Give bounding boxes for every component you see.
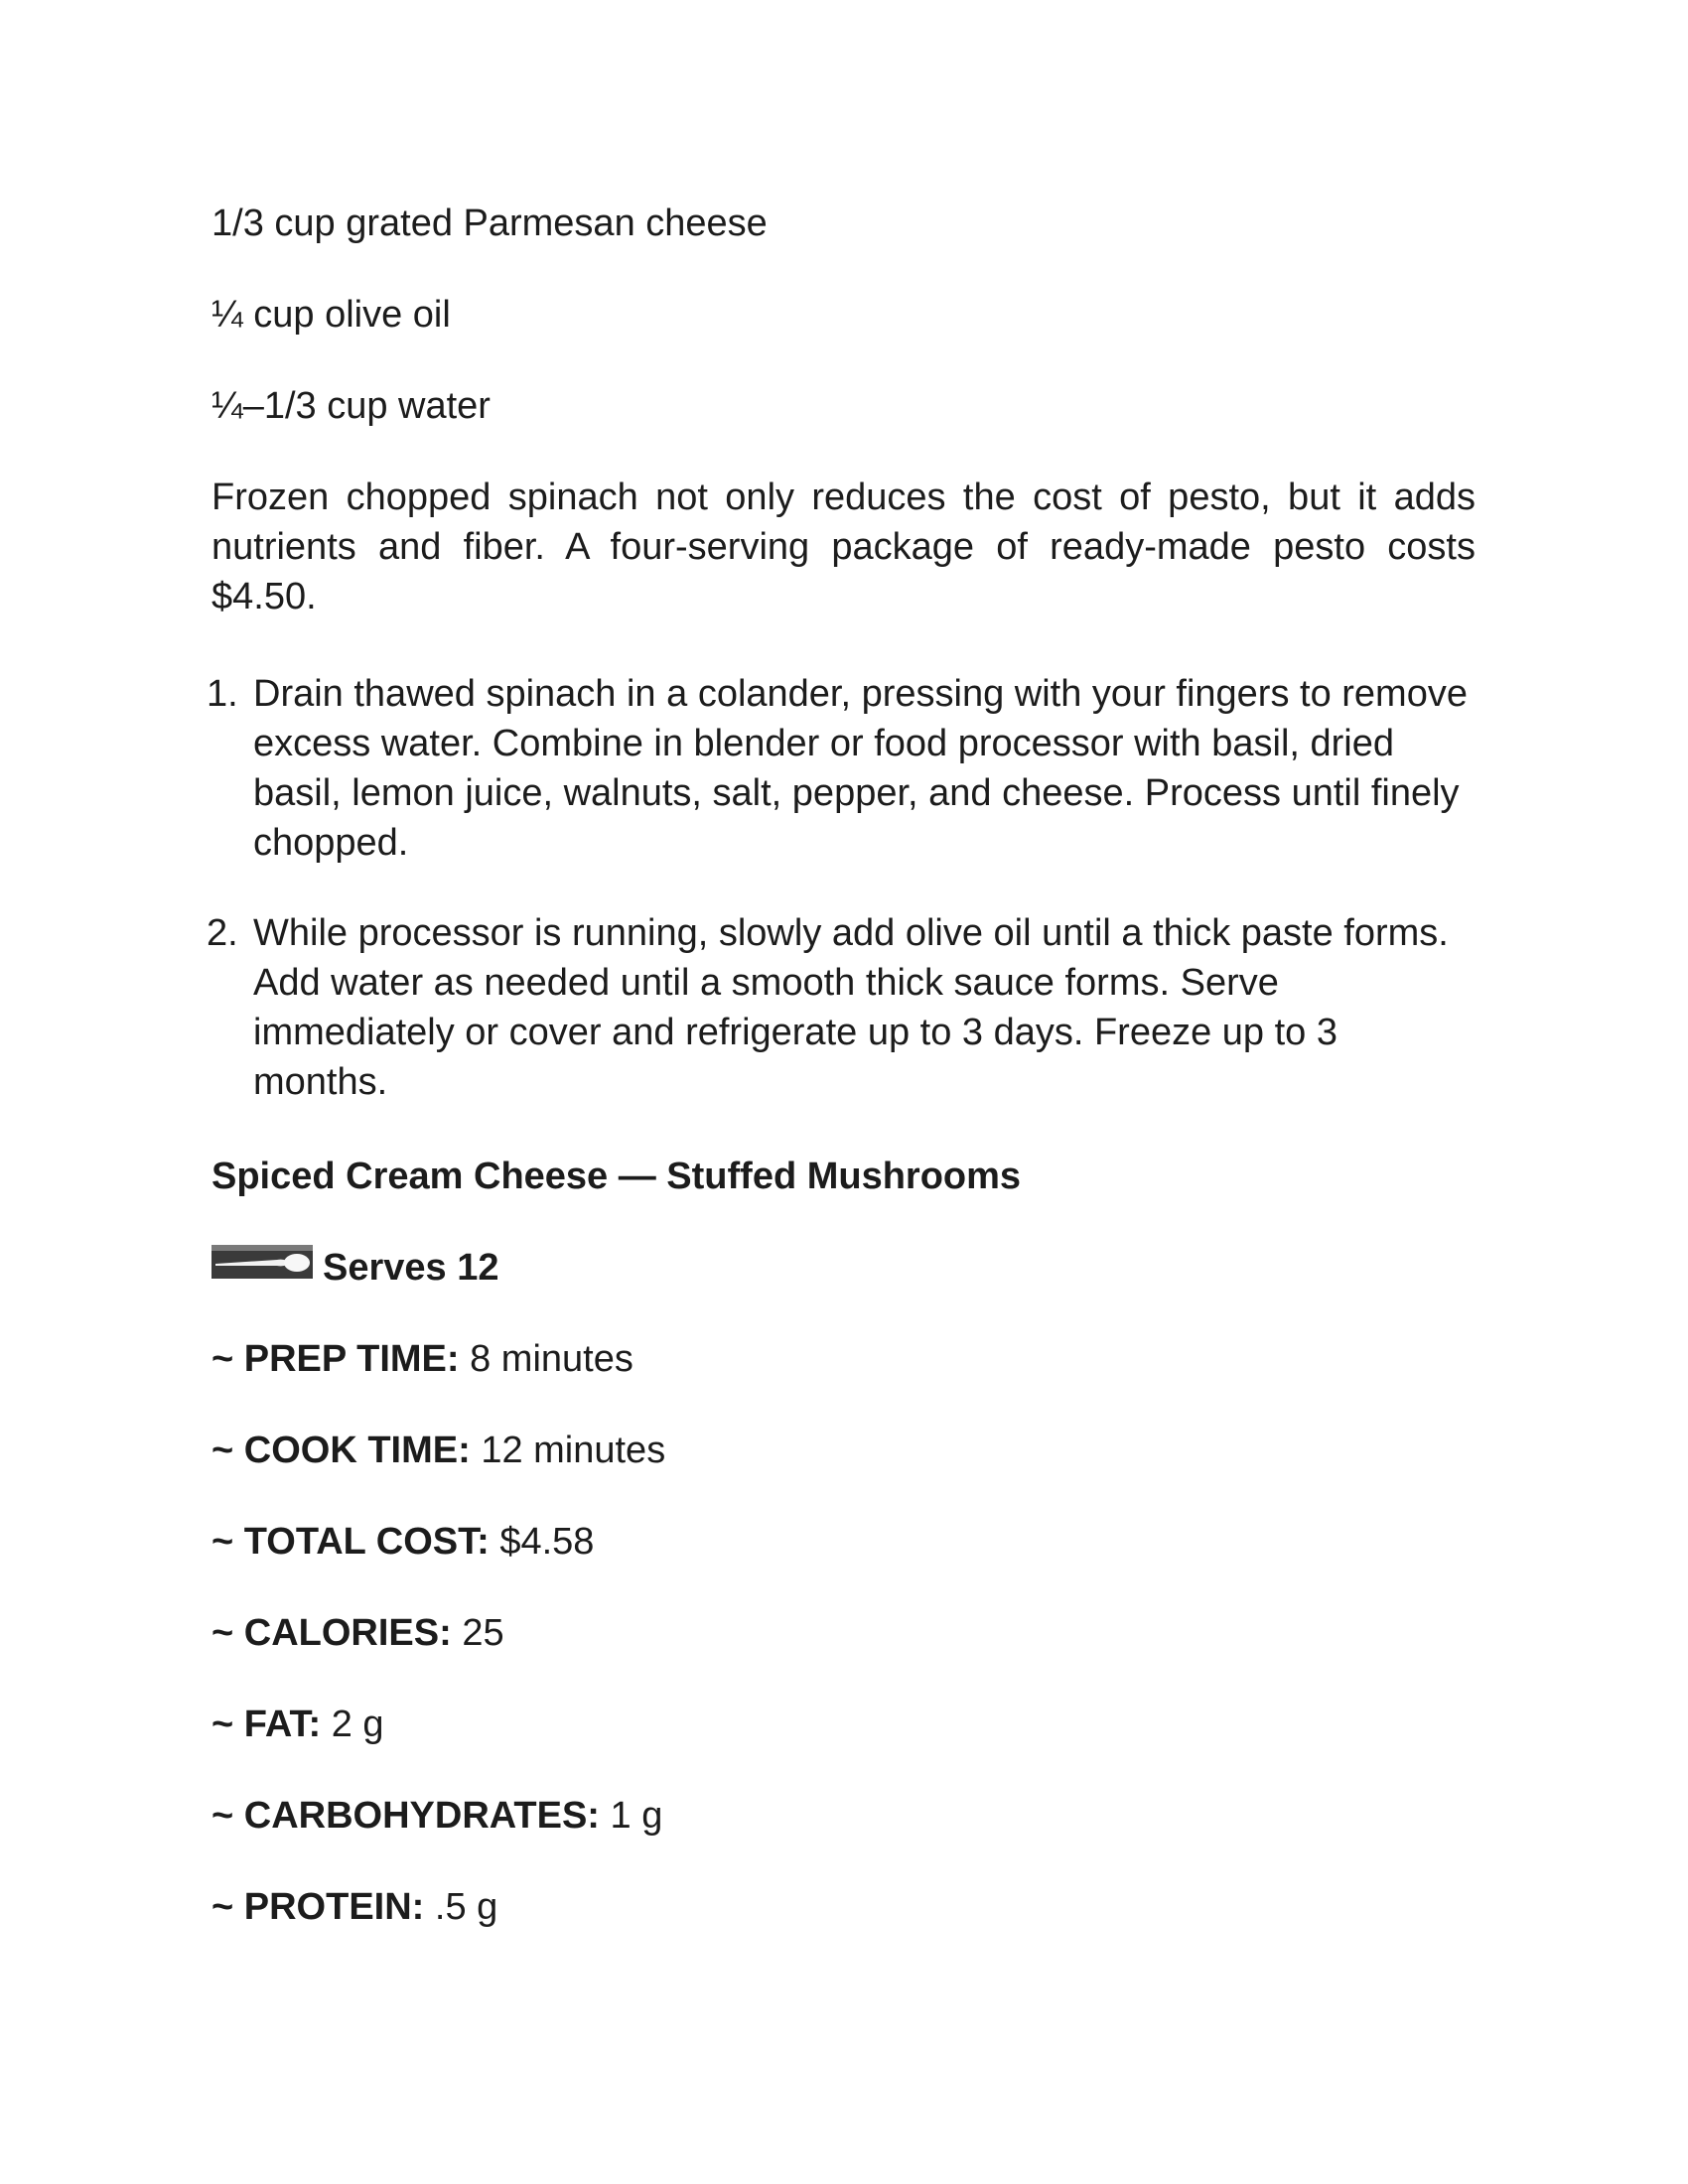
spoon-icon [211, 1242, 313, 1292]
fact-value: 25 [462, 1612, 504, 1654]
fact-prefix: ~ [211, 1704, 234, 1745]
fact-label: PROTEIN: [243, 1886, 425, 1928]
fact-prefix: ~ [211, 1430, 234, 1471]
fact-prefix: ~ [211, 1795, 234, 1837]
fact-fat [211, 1700, 384, 1749]
serves-line [211, 1243, 499, 1295]
recipe-title: Spiced Cream Cheese — Stuffed Mushrooms [211, 1156, 1022, 1197]
fact-prep-time [211, 1334, 633, 1384]
step-text: While processor is running, slowly add olive oil until a thick paste forms. Add water as needed until a smooth thick sauce forms. Serve immediately or cover and refrigerate up to 3 days. Freeze up to 3 months. [253, 912, 1449, 1103]
ingredient-line: ¼ cup olive oil [211, 294, 451, 336]
fact-value: 8 minutes [470, 1338, 633, 1380]
fact-label: CARBOHYDRATES: [243, 1795, 600, 1837]
fact-calories [211, 1608, 504, 1658]
ingredient-line: 1/3 cup grated Parmesan cheese [211, 203, 768, 244]
fact-label: CALORIES: [243, 1612, 452, 1654]
fact-protein [211, 1882, 497, 1932]
fact-value: .5 g [434, 1886, 498, 1928]
fact-value: 1 g [610, 1795, 663, 1837]
fact-label: COOK TIME: [243, 1430, 471, 1471]
fact-label: TOTAL COST: [243, 1521, 490, 1563]
fact-prefix: ~ [211, 1338, 234, 1380]
fact-prefix: ~ [211, 1612, 234, 1654]
fact-prefix: ~ [211, 1886, 234, 1928]
ingredient-line: ¼–1/3 cup water [211, 385, 491, 427]
step-number: 2. [207, 912, 238, 954]
fact-label: FAT: [243, 1704, 322, 1745]
intro-note: Frozen chopped spinach not only reduces the cost of pesto, but it adds nutrients and fiber. A four-serving package of ready-made pesto costs $4.50. [211, 477, 1476, 617]
serves-text: Serves 12 [323, 1247, 499, 1289]
step-text: Drain thawed spinach in a colander, pressing with your fingers to remove excess water. Combine in blender or food processor with basil, dried basil, lemon juice, walnuts, salt, pepper, and cheese. Process until finely chopped. [253, 673, 1468, 864]
step-number: 1. [207, 673, 238, 715]
fact-prefix: ~ [211, 1521, 234, 1563]
fact-value: 2 g [331, 1704, 384, 1745]
fact-carbohydrates [211, 1791, 662, 1841]
fact-label: PREP TIME: [243, 1338, 460, 1380]
fact-value: 12 minutes [481, 1430, 666, 1471]
fact-cook-time [211, 1426, 665, 1475]
fact-value: $4.58 [499, 1521, 595, 1563]
fact-total-cost [211, 1517, 594, 1567]
